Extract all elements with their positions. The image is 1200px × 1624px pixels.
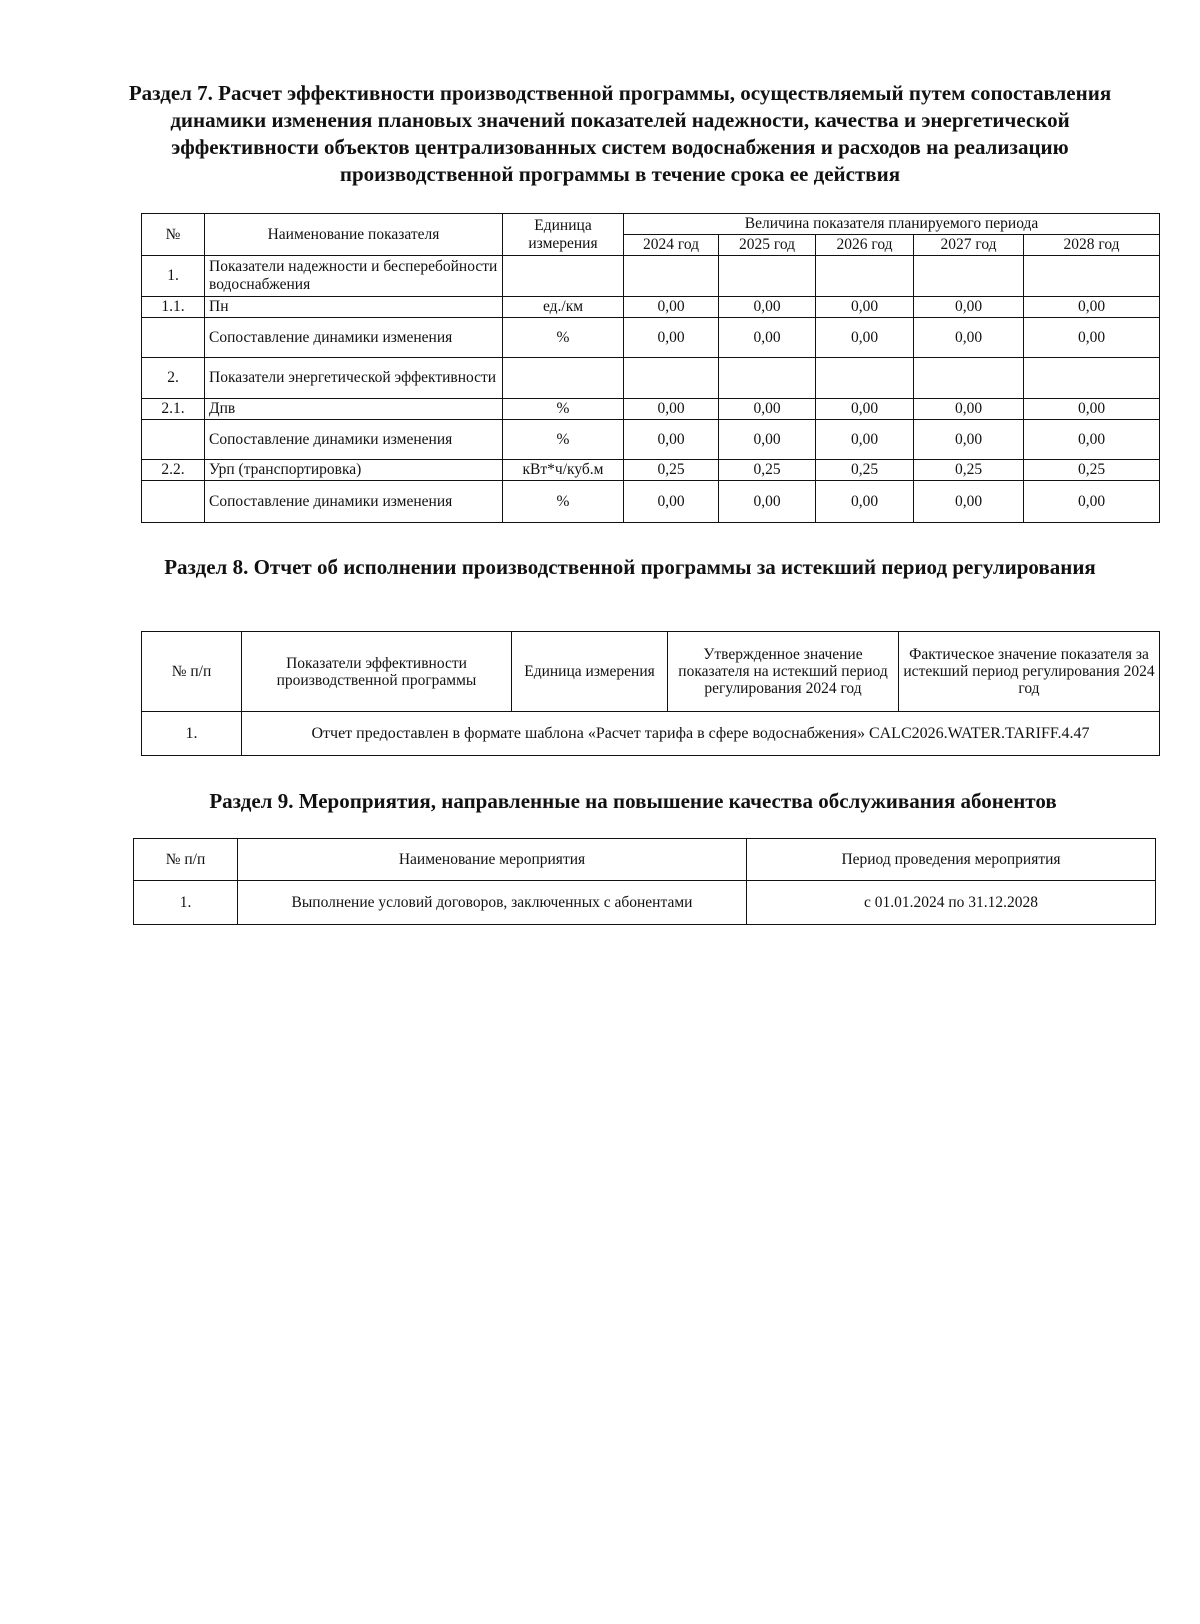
- row-unit: [503, 358, 624, 399]
- row-value: [1024, 358, 1160, 399]
- row-value: 0,00: [1024, 297, 1160, 318]
- section9-table: [133, 838, 1156, 925]
- row-value: 0,00: [624, 297, 719, 318]
- row-value: 0,00: [1024, 399, 1160, 420]
- row-value: 0,00: [816, 297, 914, 318]
- table-row: [142, 256, 1160, 297]
- row-name: Показатели надежности и бесперебойности водоснабжения: [205, 256, 503, 297]
- header-period: Период проведения мероприятия: [747, 839, 1156, 881]
- header-year: 2028 год: [1024, 235, 1160, 256]
- row-value: 0,00: [816, 481, 914, 523]
- row-value: 0,25: [914, 460, 1024, 481]
- row-value: 0,00: [1024, 420, 1160, 460]
- row-value: 0,00: [719, 399, 816, 420]
- section9-title: Раздел 9. Мероприятия, направленные на повышение качества обслуживания абонентов: [209, 789, 1057, 813]
- header-year: 2025 год: [719, 235, 816, 256]
- row-num: 1.1.: [142, 297, 205, 318]
- table-row: [142, 399, 1160, 420]
- row-value: 0,00: [816, 420, 914, 460]
- row-num: [142, 420, 205, 460]
- row-value: [914, 256, 1024, 297]
- row-value: [624, 256, 719, 297]
- row-value: 0,00: [624, 399, 719, 420]
- row-num: 2.: [142, 358, 205, 399]
- row-period: с 01.01.2024 по 31.12.2028: [747, 881, 1156, 925]
- header-num: №: [142, 214, 205, 256]
- section8-title: Раздел 8. Отчет об исполнении производственной программы за истекший период регулирования: [164, 555, 1096, 579]
- row-name: Сопоставление динамики изменения: [205, 420, 503, 460]
- table-row: [134, 881, 1156, 925]
- row-name: Урп (транспортировка): [205, 460, 503, 481]
- row-value: [816, 256, 914, 297]
- row-value: [719, 256, 816, 297]
- row-value: 0,25: [624, 460, 719, 481]
- row-num: 1.: [142, 712, 242, 756]
- row-report-text: Отчет предоставлен в формате шаблона «Расчет тарифа в сфере водоснабжения» CALC2026.WATER.TARIFF.4.47: [242, 712, 1160, 756]
- table-row: [142, 358, 1160, 399]
- header-approved: Утвержденное значение показателя на истекший период регулирования 2024 год: [668, 632, 899, 712]
- row-value: 0,25: [1024, 460, 1160, 481]
- row-unit: %: [503, 481, 624, 523]
- row-value: 0,00: [624, 318, 719, 358]
- row-value: 0,00: [1024, 318, 1160, 358]
- row-num: 2.2.: [142, 460, 205, 481]
- row-value: 0,25: [719, 460, 816, 481]
- row-value: 0,00: [914, 297, 1024, 318]
- header-unit: Единица измерения: [503, 214, 624, 256]
- row-num: 2.1.: [142, 399, 205, 420]
- header-period-group: Величина показателя планируемого периода: [624, 214, 1160, 235]
- row-name: Пн: [205, 297, 503, 318]
- table-row: [142, 481, 1160, 523]
- row-value: 0,25: [816, 460, 914, 481]
- row-value: 0,00: [914, 481, 1024, 523]
- row-name: Выполнение условий договоров, заключенных с абонентами: [238, 881, 747, 925]
- row-unit: %: [503, 318, 624, 358]
- row-value: 0,00: [719, 318, 816, 358]
- row-unit: ед./км: [503, 297, 624, 318]
- row-name: Показатели энергетической эффективности: [205, 358, 503, 399]
- row-value: [1024, 256, 1160, 297]
- header-year: 2026 год: [816, 235, 914, 256]
- row-value: 0,00: [914, 420, 1024, 460]
- header-num: № п/п: [142, 632, 242, 712]
- row-value: 0,00: [816, 399, 914, 420]
- row-value: [816, 358, 914, 399]
- table-row: [142, 297, 1160, 318]
- section8-table: [141, 631, 1160, 756]
- row-num: 1.: [134, 881, 238, 925]
- row-value: 0,00: [914, 399, 1024, 420]
- row-value: [914, 358, 1024, 399]
- row-num: 1.: [142, 256, 205, 297]
- row-unit: %: [503, 420, 624, 460]
- header-year: 2024 год: [624, 235, 719, 256]
- row-unit: [503, 256, 624, 297]
- row-name: Сопоставление динамики изменения: [205, 318, 503, 358]
- header-actual: Фактическое значение показателя за истекший период регулирования 2024 год: [899, 632, 1160, 712]
- section7-table: [141, 213, 1160, 523]
- header-name: Наименование показателя: [205, 214, 503, 256]
- row-num: [142, 318, 205, 358]
- row-value: 0,00: [719, 420, 816, 460]
- row-value: 0,00: [624, 420, 719, 460]
- row-num: [142, 481, 205, 523]
- row-value: [719, 358, 816, 399]
- table-row: [142, 420, 1160, 460]
- table-row: [142, 712, 1160, 756]
- row-value: 0,00: [624, 481, 719, 523]
- row-value: 0,00: [816, 318, 914, 358]
- table-row: [142, 460, 1160, 481]
- section7-title: Раздел 7. Расчет эффективности производственной программы, осуществляемый путем сопоставления динамики изменения плановых значений показателей надежности, качества и энергетической эффективности объектов централизованных систем водоснабжения и расходов на реализацию производственной программы в течение срока ее действия: [128, 81, 1112, 186]
- header-num: № п/п: [134, 839, 238, 881]
- row-value: 0,00: [719, 297, 816, 318]
- header-unit: Единица измерения: [512, 632, 668, 712]
- row-unit: кВт*ч/куб.м: [503, 460, 624, 481]
- row-value: [624, 358, 719, 399]
- row-value: 0,00: [1024, 481, 1160, 523]
- row-value: 0,00: [914, 318, 1024, 358]
- row-name: Дпв: [205, 399, 503, 420]
- row-name: Сопоставление динамики изменения: [205, 481, 503, 523]
- header-year: 2027 год: [914, 235, 1024, 256]
- header-name: Наименование мероприятия: [238, 839, 747, 881]
- row-unit: %: [503, 399, 624, 420]
- row-value: 0,00: [719, 481, 816, 523]
- table-row: [142, 318, 1160, 358]
- header-indicators: Показатели эффективности производственной программы: [242, 632, 512, 712]
